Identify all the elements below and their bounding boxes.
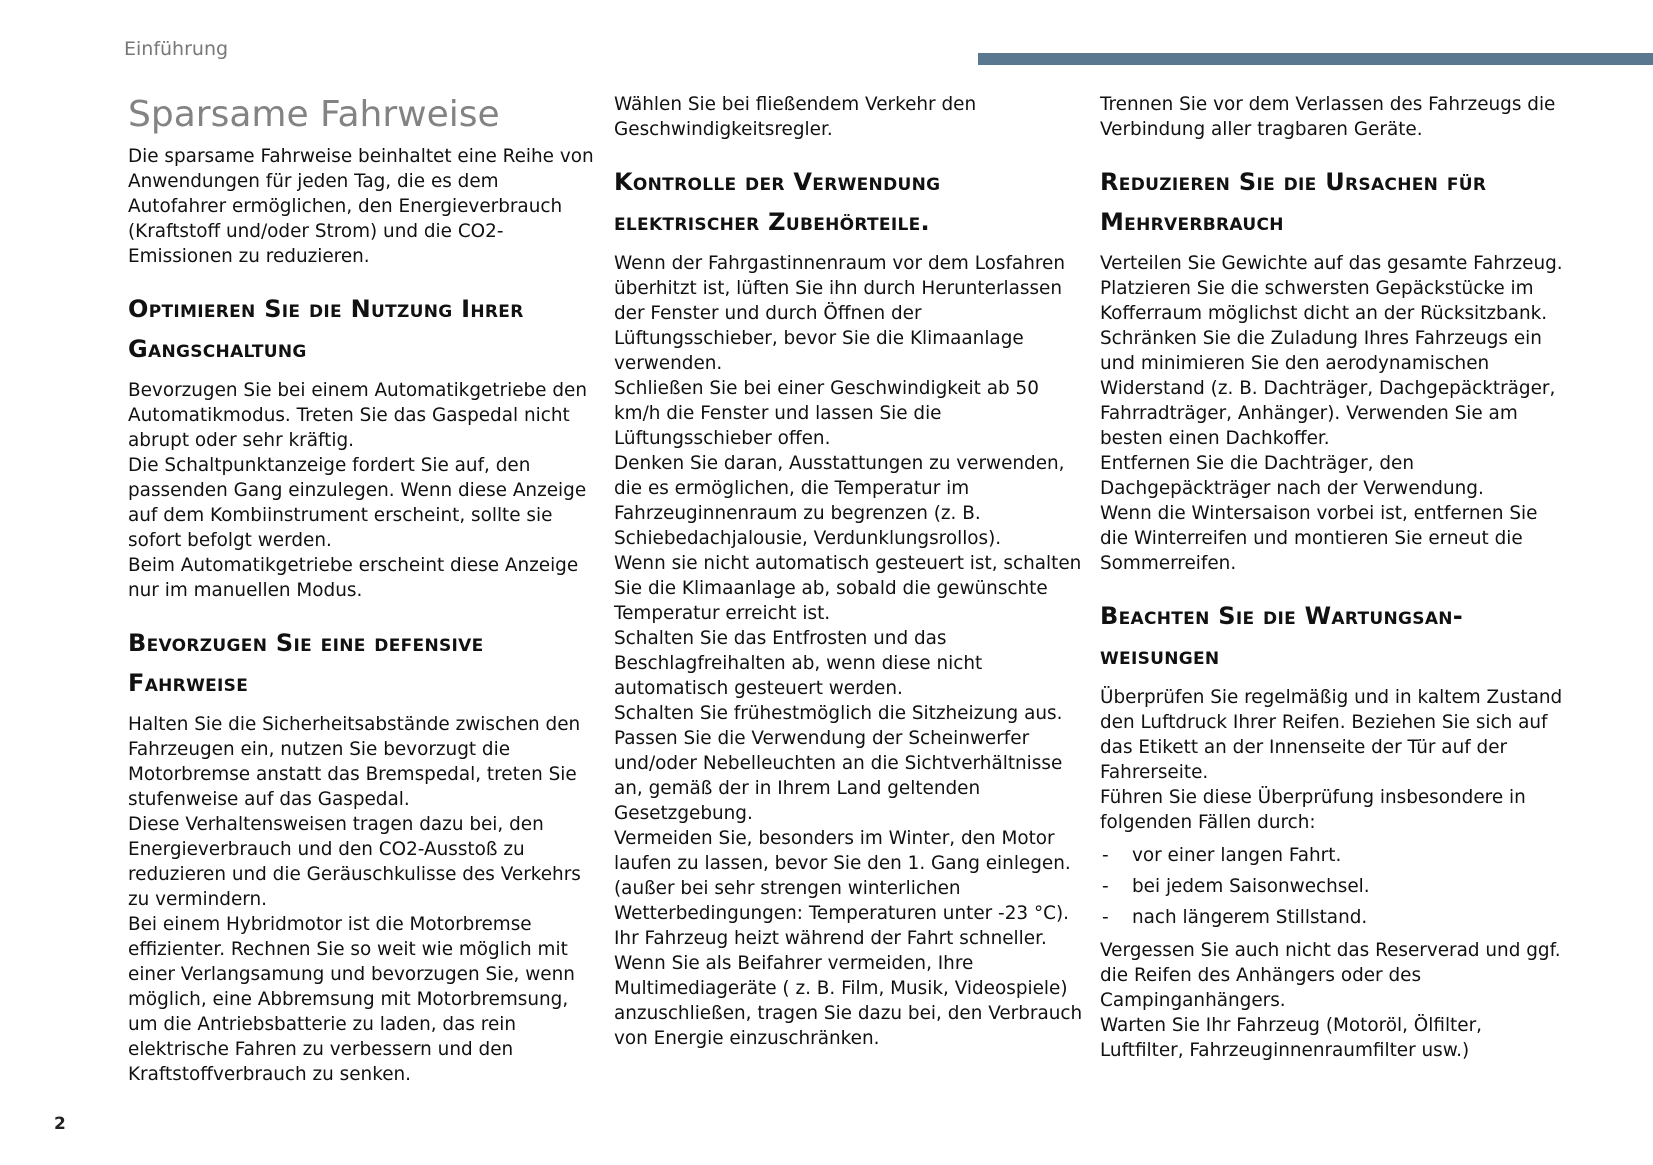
intro-paragraph: Die sparsame Fahrweise beinhaltet eine Reihe von Anwendungen für jeden Tag, die es dem Autofahrer ermöglichen, den Energieverbrauch (Kraftstoff und/oder Strom) und die CO2-Emissionen zu reduzieren.: [128, 146, 594, 267]
paragraph: Schränken Sie die Zuladung Ihres Fahrzeugs ein und minimieren Sie den aerodynamischen Widerstand (z. B. Dachträger, Dachgepäckträger, Fahrradträger, Anhänger). Verwenden Sie am besten einen Dachkoffer.: [1100, 328, 1556, 449]
heading-defensive-driving: Bevorzugen Sie eine defensive Fahrweise: [128, 629, 484, 697]
paragraph: Schließen Sie bei einer Geschwindigkeit ab 50 km/h die Fenster und lassen Sie die Lüftungsschieber offen.: [614, 378, 1039, 449]
paragraph: Schalten Sie frühestmöglich die Sitzheizung aus.: [614, 703, 1063, 724]
column-3: [1100, 92, 1570, 1063]
paragraph: Wenn die Wintersaison vorbei ist, entfernen Sie die Winterreifen und montieren Sie erneut die Sommerreifen.: [1100, 503, 1538, 574]
dash-bullet: -: [1102, 876, 1109, 897]
column-1: [128, 92, 598, 1087]
dash-bullet: -: [1102, 907, 1109, 928]
paragraph: Führen Sie diese Überprüfung insbesondere in folgenden Fällen durch:: [1100, 787, 1526, 833]
paragraph: Bei einem Hybridmotor ist die Motorbremse effizienter. Rechnen Sie so weit wie möglich mit einer Verlangsamung und bevorzugen Sie, wenn möglich, eine Abbremsung mit Motorbremsung, um die Antriebsbatterie zu laden, das rein elektrische Fahren zu verbessern und den Kraftstoffverbrauch zu senken.: [128, 914, 575, 1085]
paragraph: Wählen Sie bei fließendem Verkehr den Geschwindigkeitsregler.: [614, 94, 977, 140]
paragraph: Passen Sie die Verwendung der Scheinwerfer und/oder Nebelleuchten an die Sichtverhältnisse an, gemäß der in Ihrem Land geltenden Gesetzgebung.: [614, 728, 1063, 824]
paragraph: Entfernen Sie die Dachträger, den Dachgepäckträger nach der Verwendung.: [1100, 453, 1484, 499]
paragraph: Denken Sie daran, Ausstattungen zu verwenden, die es ermöglichen, die Temperatur im Fahrzeuginnenraum zu begrenzen (z. B. Schiebedachjalousie, Verdunklungsrollos).: [614, 453, 1065, 549]
paragraph: Wenn sie nicht automatisch gesteuert ist, schalten Sie die Klimaanlage ab, sobald die gewünschte Temperatur erreicht ist.: [614, 553, 1082, 624]
heading-electrical-accessories: Kontrolle der Verwendung elektrischer Zubehörteile.: [614, 168, 941, 236]
paragraph: Bevorzugen Sie bei einem Automatikgetriebe den Automatikmodus. Treten Sie das Gaspedal nicht abrupt oder sehr kräftig.: [128, 380, 587, 451]
paragraph: Schalten Sie das Entfrosten und das Beschlagfreihalten ab, wenn diese nicht automatisch gesteuert werden.: [614, 628, 983, 699]
page-number: 2: [54, 1114, 66, 1134]
paragraph: Vergessen Sie auch nicht das Reserverad und ggf. die Reifen des Anhängers oder des Campinganhängers.: [1100, 940, 1561, 1011]
column-2: [614, 92, 1084, 1051]
paragraph: Warten Sie Ihr Fahrzeug (Motoröl, Ölfilter, Luftfilter, Fahrzeuginnenraumfilter usw.): [1100, 1015, 1482, 1061]
paragraph: Beim Automatikgetriebe erscheint diese Anzeige nur im manuellen Modus.: [128, 555, 579, 601]
paragraph: Wenn der Fahrgastinnenraum vor dem Losfahren überhitzt ist, lüften Sie ihn durch Herunterlassen der Fenster und durch Öffnen der Lüftungsschieber, bevor Sie die Klimaanlage verwenden.: [614, 253, 1065, 374]
list-item: [1100, 874, 1570, 899]
paragraph: Verteilen Sie Gewichte auf das gesamte Fahrzeug. Platzieren Sie die schwersten Gepäckstücke im Kofferraum möglichst dicht an der Rücksitzbank.: [1100, 253, 1563, 324]
dash-bullet: -: [1102, 845, 1109, 866]
list-item-text: nach längerem Stillstand.: [1132, 907, 1368, 928]
paragraph: Halten Sie die Sicherheitsabstände zwischen den Fahrzeugen ein, nutzen Sie bevorzugt die Motorbremse anstatt das Bremspedal, treten Sie stufenweise auf das Gaspedal.: [128, 714, 581, 810]
paragraph: Wenn Sie als Beifahrer vermeiden, Ihre Multimediageräte ( z. B. Film, Musik, Videospiele) anzuschließen, tragen Sie dazu bei, den Verbrauch von Energie einzuschränken.: [614, 953, 1083, 1049]
heading-maintenance: Beachten Sie die Wartungsan-weisungen: [1100, 602, 1464, 670]
list-item-text: bei jedem Saisonwechsel.: [1132, 876, 1370, 897]
list-item: [1100, 905, 1570, 930]
heading-gear-shift: Optimieren Sie die Nutzung Ihrer Gangschaltung: [128, 295, 524, 363]
paragraph: Vermeiden Sie, besonders im Winter, den Motor laufen zu lassen, bevor Sie den 1. Gang einlegen.(außer bei sehr strengen winterlichen Wetterbedingungen: Temperaturen unter -23 °C). Ihr Fahrzeug heizt während der Fahrt schneller.: [614, 828, 1071, 949]
paragraph: Die Schaltpunktanzeige fordert Sie auf, den passenden Gang einzulegen. Wenn diese Anzeige auf dem Kombiinstrument erscheint, sollte sie sofort befolgt werden.: [128, 455, 587, 551]
section-label: Einführung: [124, 38, 229, 60]
paragraph: Trennen Sie vor dem Verlassen des Fahrzeugs die Verbindung aller tragbaren Geräte.: [1100, 94, 1556, 140]
list-item: [1100, 843, 1570, 868]
header-accent-bar: [978, 53, 1653, 65]
paragraph: Diese Verhaltensweisen tragen dazu bei, den Energieverbrauch und den CO2-Ausstoß zu reduzieren und die Geräuschkulisse des Verkehrs zu vermindern.: [128, 814, 581, 910]
list-item-text: vor einer langen Fahrt.: [1132, 845, 1342, 866]
page-title: Sparsame Fahrweise: [128, 94, 500, 135]
tire-check-list: [1100, 843, 1570, 930]
heading-reduce-consumption: Reduzieren Sie die Ursachen für Mehrverbrauch: [1100, 168, 1487, 236]
paragraph: Überprüfen Sie regelmäßig und in kaltem Zustand den Luftdruck Ihrer Reifen. Beziehen Sie sich auf das Etikett an der Innenseite der Tür auf der Fahrerseite.: [1100, 687, 1563, 783]
